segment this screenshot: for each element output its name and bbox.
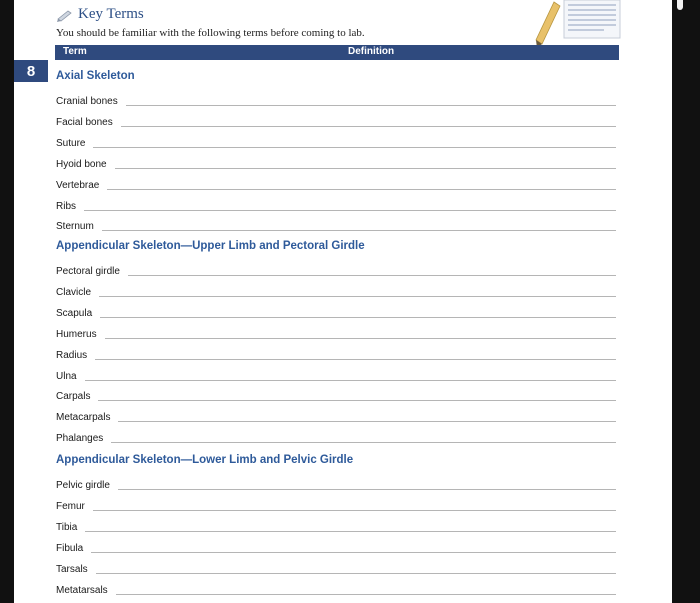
term-label: Scapula — [56, 307, 93, 319]
term-row — [56, 283, 616, 299]
term-row — [56, 560, 616, 576]
term-label: Tibia — [56, 521, 78, 533]
term-row — [56, 325, 616, 341]
term-label: Sternum — [56, 221, 94, 233]
term-label: Ribs — [56, 200, 77, 212]
definition-line[interactable] — [121, 126, 616, 127]
term-label: Cranial bones — [56, 96, 118, 107]
definition-line[interactable] — [118, 421, 616, 422]
term-row — [56, 304, 616, 320]
term-row — [56, 539, 616, 555]
definition-line[interactable] — [116, 594, 616, 595]
term-row — [56, 387, 616, 403]
column-definition: Definition — [348, 46, 395, 57]
definition-line[interactable] — [85, 380, 616, 381]
term-row — [56, 113, 616, 129]
definition-line[interactable] — [107, 189, 616, 190]
term-label: Phalanges — [56, 433, 104, 445]
term-label: Fibula — [56, 542, 84, 554]
worksheet-page — [14, 0, 686, 603]
term-row — [56, 262, 616, 278]
page-subtitle: You should be familiar with the following terms before coming to lab. — [56, 27, 365, 39]
term-label: Suture — [56, 137, 86, 149]
term-label: Ulna — [56, 370, 77, 382]
table-header — [55, 45, 619, 60]
key-terms-header — [56, 6, 144, 23]
term-label: Vertebrae — [56, 179, 100, 191]
term-row — [56, 176, 616, 192]
definition-line[interactable] — [105, 338, 616, 339]
term-row — [56, 367, 616, 383]
term-row — [56, 346, 616, 362]
term-row — [56, 134, 616, 150]
term-row — [56, 217, 616, 233]
term-label: Radius — [56, 349, 88, 361]
definition-line[interactable] — [93, 510, 616, 511]
term-row — [56, 497, 616, 513]
page-edge — [672, 0, 686, 603]
term-label: Metacarpals — [56, 412, 111, 424]
term-label: Facial bones — [56, 116, 113, 128]
column-term: Term — [63, 46, 87, 57]
definition-line[interactable] — [95, 359, 616, 360]
term-label: Pelvic girdle — [56, 480, 110, 491]
definition-line[interactable] — [102, 230, 616, 231]
section-heading: Appendicular Skeleton—Upper Limb and Pectoral Girdle — [56, 240, 365, 252]
pencil-icon — [56, 8, 74, 22]
scroll-tab — [677, 0, 683, 10]
term-row — [56, 197, 616, 213]
section-heading: Appendicular Skeleton—Lower Limb and Pelvic Girdle — [56, 454, 354, 466]
term-row — [56, 518, 616, 534]
notepad-pencil-illustration — [534, 0, 624, 50]
term-row — [56, 581, 616, 597]
definition-line[interactable] — [100, 317, 616, 318]
definition-line[interactable] — [126, 105, 616, 106]
term-row — [56, 429, 616, 445]
definition-line[interactable] — [93, 147, 616, 148]
definition-line[interactable] — [98, 400, 616, 401]
definition-line[interactable] — [84, 210, 616, 211]
definition-line[interactable] — [85, 531, 616, 532]
definition-line[interactable] — [91, 552, 616, 553]
definition-line[interactable] — [128, 275, 616, 276]
term-label: Femur — [56, 500, 85, 512]
term-label: Metatarsals — [56, 584, 108, 596]
term-label: Carpals — [56, 391, 91, 403]
chapter-number-tab: 8 — [14, 60, 48, 82]
definition-line[interactable] — [99, 296, 616, 297]
term-label: Humerus — [56, 328, 97, 340]
definition-line[interactable] — [115, 168, 616, 169]
term-row — [56, 408, 616, 424]
definition-line[interactable] — [111, 442, 616, 443]
section-heading: Axial Skeleton — [56, 70, 135, 82]
term-label: Tarsals — [56, 563, 88, 575]
term-row — [56, 155, 616, 171]
term-row — [56, 476, 616, 492]
page-title: Key Terms — [78, 6, 144, 22]
term-label: Hyoid bone — [56, 158, 107, 170]
term-label: Pectoral girdle — [56, 266, 120, 277]
definition-line[interactable] — [96, 573, 616, 574]
term-row — [56, 92, 616, 108]
term-label: Clavicle — [56, 286, 92, 298]
definition-line[interactable] — [118, 489, 616, 490]
